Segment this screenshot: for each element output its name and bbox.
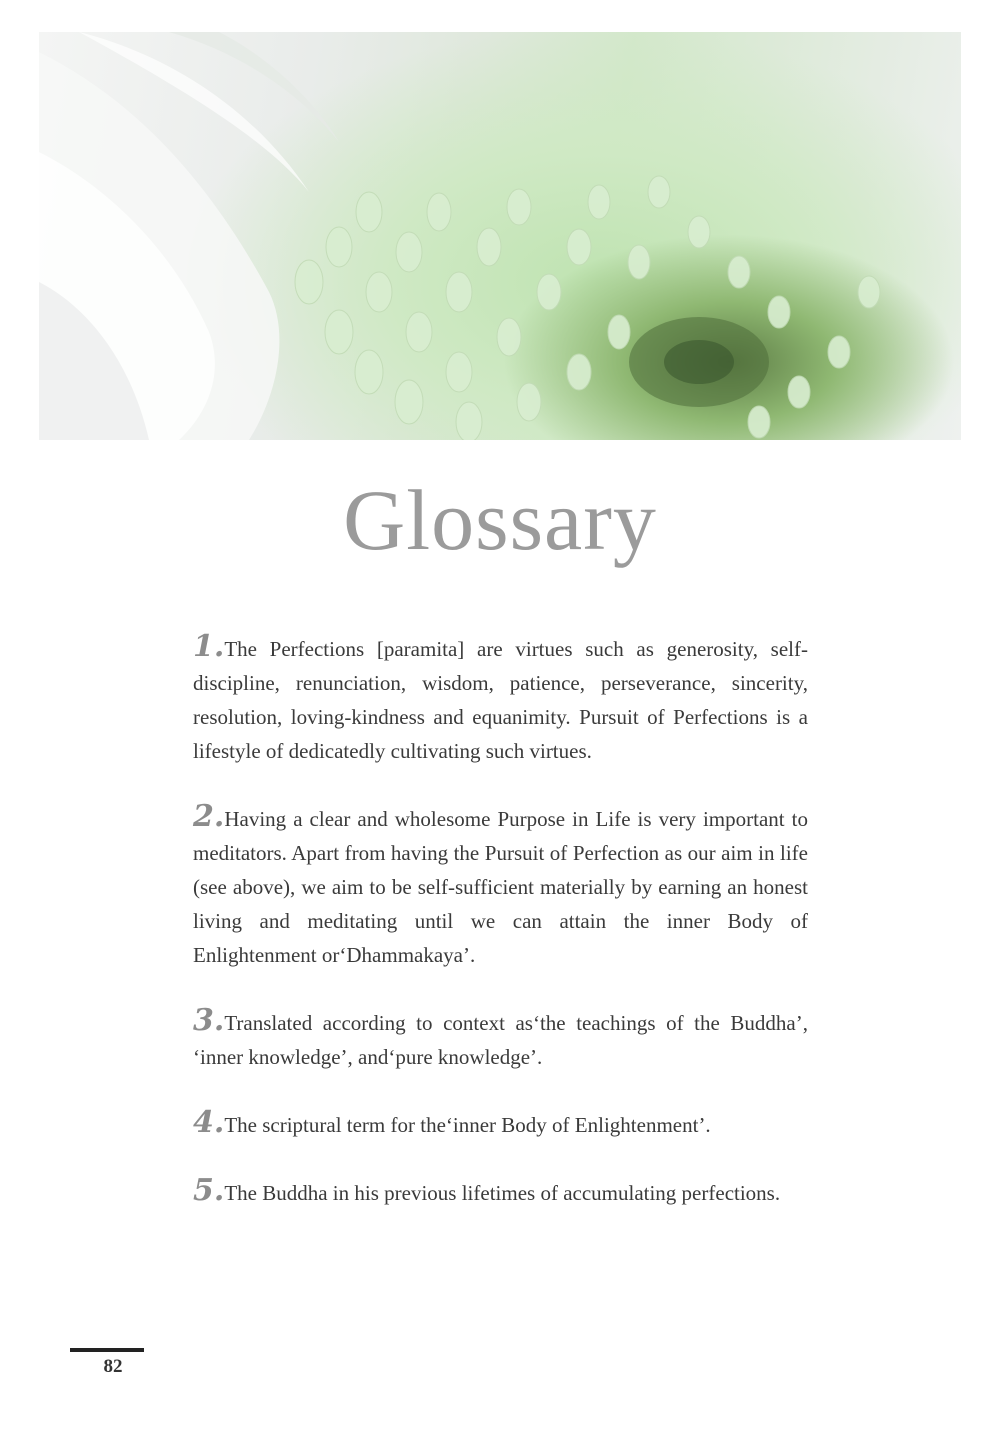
entry-number: 5. bbox=[193, 1173, 225, 1208]
header-flower-image bbox=[39, 32, 961, 440]
page-number-rule bbox=[70, 1348, 144, 1352]
entry-text: The scriptural term for the‘inner Body of Enlightenment’. bbox=[224, 1113, 711, 1137]
entry-number: 4. bbox=[193, 1105, 225, 1140]
page-number: 82 bbox=[103, 1356, 123, 1377]
glossary-entry bbox=[193, 1105, 808, 1142]
entry-number: 3. bbox=[193, 1003, 225, 1038]
entry-number: 1. bbox=[193, 629, 225, 664]
entry-text: Translated according to context as‘the teachings of the Buddha’, ‘inner knowledge’, and‘pure knowledge’. bbox=[193, 1011, 808, 1069]
glossary-list bbox=[193, 629, 808, 1244]
glossary-entry bbox=[193, 1173, 808, 1210]
page-title: Glossary bbox=[343, 472, 657, 568]
flower-photo-icon bbox=[39, 32, 961, 440]
entry-text: The Buddha in his previous lifetimes of accumulating perfections. bbox=[224, 1181, 781, 1205]
glossary-entry bbox=[193, 1003, 808, 1074]
glossary-entry bbox=[193, 799, 808, 972]
entry-text: The Perfections [paramita] are virtues such as generosity, self-discipline, renunciation, wisdom, patience, perseverance, sincerity, resolution, loving-kindness and equanimity. Pursuit of Perfections is a lifestyle of dedicatedly cultivating such virtues. bbox=[193, 637, 808, 763]
entry-text: Having a clear and wholesome Purpose in Life is very important to meditators. Apart from having the Pursuit of Perfection as our aim in life (see above), we aim to be self-sufficient materially by earning an honest living and meditating until we can attain the inner Body of Enlightenment or‘Dhammakaya’. bbox=[193, 807, 808, 967]
entry-number: 2. bbox=[193, 799, 225, 834]
glossary-entry bbox=[193, 629, 808, 768]
